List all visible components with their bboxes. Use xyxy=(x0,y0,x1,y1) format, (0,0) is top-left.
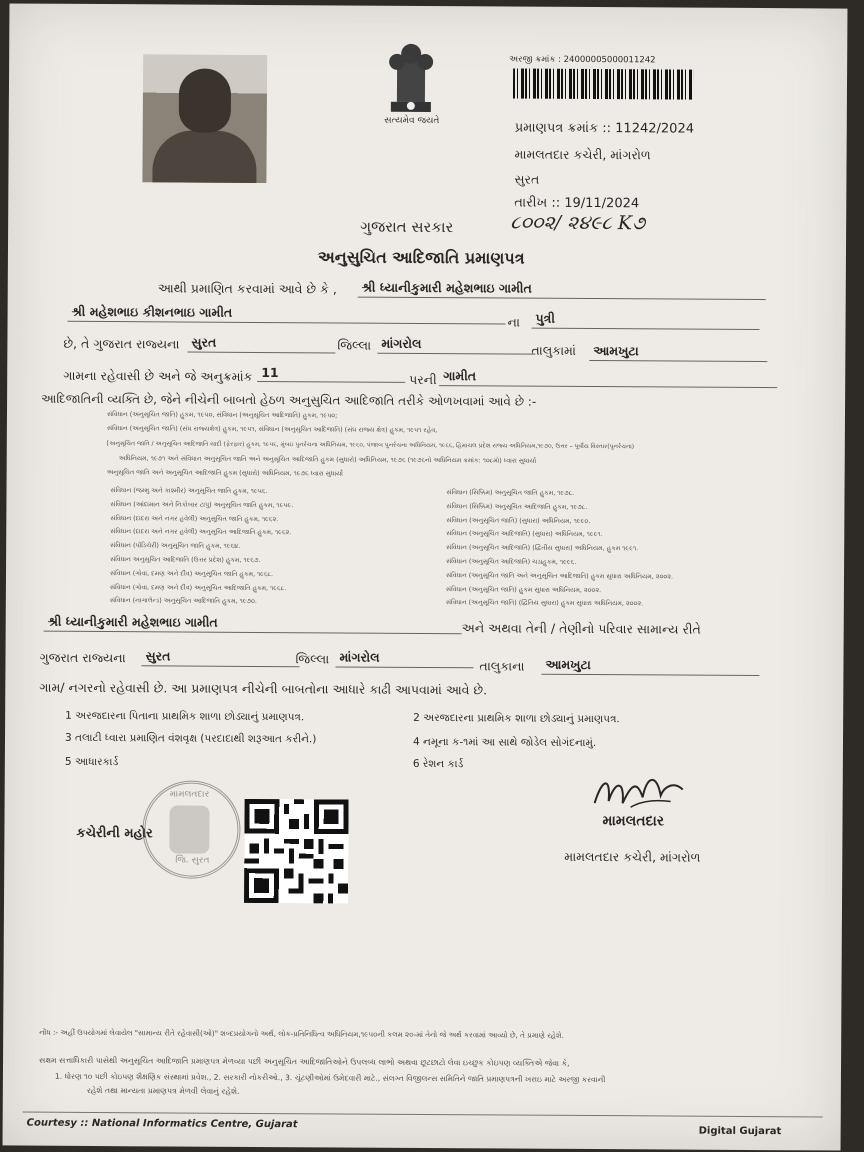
note-1: નોંધ :- અહીં ઉપયોગમાં લેવાયેલ "સામાન્ય રીતે રહેવાસી(ઓ)" શબ્દપ્રયોગનો અર્થ, લોક-પ્રતિનિધિત્વ અધિનિયમ,૧૯૫૦ની કલમ ૨૦-માં તેનો જે અર્થ કરવામાં આવ્યો છે, તે પ્રમાણે રહેશે. xyxy=(39,1027,564,1040)
note-4: રહેશે તથા માન્યતા પ્રમાણપત્ર મેળવી લેવાનું રહેશે. xyxy=(86,1085,240,1096)
village-value-2: આમખુટા xyxy=(541,657,759,676)
order-right-item: સંવિધાન (અનુસૂચિત આદિજાતિ) ચડાહુકમ, ૧૯૯૬. xyxy=(446,557,577,566)
order-left-item: સંવિધાન (આંદામાન અને નિકોબાર ટાપુ) અનુસૂચિત જાતિ હુકમ, ૧૯૫૯. xyxy=(110,499,294,509)
order-right-item: સંવિધાન (અનુસૂચિત જાતિ) હુકમ સુધારા અધિનિયમ, ૨૦૦૨. xyxy=(445,584,602,594)
certificate-number: પ્રમાણપત્ર ક્રમાંક :: 11242/2024 xyxy=(514,120,695,137)
taluka-label-2: તાલુકાના xyxy=(479,658,525,674)
document-item: 4 નમૂના ક-૧માં આ સાથે જોડેલ સોગંદનામું. xyxy=(412,735,597,750)
document-item: 1 અરજદારના પિતાના પ્રાથમિક શાળા છોડ્યાનું પ્રમાણપત્ર. xyxy=(65,709,305,724)
district-value: સુરત xyxy=(187,335,335,354)
of-caste-text: પરની xyxy=(409,371,437,388)
resident-text: ગામના રહેવાસી છે અને જે અનુક્રમાંક xyxy=(63,367,253,384)
district-label: જિલ્લા xyxy=(337,337,372,353)
applicant-photo xyxy=(142,54,267,183)
orders-right-list xyxy=(446,486,674,612)
order-left-item: સંવિધાન (નાગાલેન્ડ) અનુસૂચિત આદિજાતિ હુકમ, ૧૯૭૦. xyxy=(109,596,257,606)
issuing-office: મામલતદાર કચેરી, માંગરોળ xyxy=(514,146,651,163)
certify-text: આથી પ્રમાણિત કરવામાં આવે છે કે , xyxy=(157,280,337,297)
document-item: 6 રેશન કાર્ડ xyxy=(412,757,464,771)
government-title: ગુજરાત સરકાર xyxy=(360,217,454,237)
footer-divider xyxy=(23,1112,823,1118)
taluka-value: માંગરોલ xyxy=(377,336,535,355)
order-right-item: સંવિધાન (અનુસૂચિત જાતિ) (દ્વિતિય સુધારા) હુકમ સુધારા અધિનિયમ, ૨૦૦૨. xyxy=(445,598,644,608)
of-text: ના xyxy=(507,314,520,330)
order-top-4: અધિનિયમ, ૧૯૭૧ અને સંવિધાન અનુસૂચિત જાતિ અને અનુસૂચિત આદિજાતિ હુકમ (સુધારો) અધિનિયમ, ૧૯૭૬ (૧૯૭૬નો અધિનિયમ ક્રમાંક: ૧૦૮મો) ધ્વારા સુધાર્યા xyxy=(118,454,537,465)
family-text: અને અથવા તેની / તેણીનો પરિવાર સામાન્ય રીતે xyxy=(461,620,701,637)
state-text: છે, તે ગુજરાત રાજ્યના xyxy=(63,335,180,352)
order-left-item: સંવિધાન (દાદરા અને નગર હવેલી) અનુસૂચિત આદિજાતિ હુકમ, ૧૯૬૨. xyxy=(110,527,292,537)
issue-date: તારીખ :: 19/11/2024 xyxy=(514,195,640,212)
emblem-motto: સત્યમેવ જયતે xyxy=(384,115,440,127)
order-right-item: સંવિધાન (અનુસૂચિત આદિજાતિ) (દ્વિતીય સુધારા) અધિનિયમ, હુકમ ૧૯૯૧. xyxy=(446,543,639,553)
office-stamp xyxy=(142,780,241,879)
qr-code xyxy=(244,799,349,904)
stamp-bottom-text: જિ. સુરત xyxy=(175,855,210,866)
note-3: 1. ધોરણ ૧૦ પછી કોઇપણ શૈક્ષણિક સંસ્થામાં પ્રવેશ., 2. સરકારી નોકરીઓ., 3. ચૂંટણીઓમાં ઉમેદવારી માટે., સંલગ્ન વિજીલન્સ સમિતિને જાતિ પ્રમાણપત્રની ખરાઇ માટે અરજી કરવાની xyxy=(54,1071,606,1085)
taluka-value-2: માંગરોલ xyxy=(335,649,473,668)
orders-left-list xyxy=(110,484,294,609)
order-right-item: સંવિધાન (અનુસૂચિત જાતિ) (સુધારા) અધિનિયમ, ૧૯૯૦. xyxy=(446,515,591,525)
order-right-item: સંવિધાન (સિક્કિમ) અનુસૂચિત જાતિ હુકમ, ૧૯૭૮. xyxy=(446,488,575,497)
tribe-text: આદિજાતિની વ્યક્તિ છે, જેને નીચેની બાબતો હેઠળ અનુસુચિત આદિજાતિ તરીકે ઓળખવામાં આવે છે :- xyxy=(41,391,537,409)
footer-digital-gujarat: Digital Gujarat xyxy=(698,1125,782,1138)
holder-name-2: શ્રી ધ્યાનીકુમારી મહેશભાઇ ગામીત xyxy=(44,614,462,635)
order-left-item: સંવિધાન અનુસૂચિત આદિજાતિ (ઉત્તર પ્રદેશ) હુકમ, ૧૯૬૭. xyxy=(110,555,261,564)
order-left-item: સંવિધાન (દાદરા અને નગર હવેલી) અનુસૂચિત જાતિ હુકમ, ૧૯૬૨. xyxy=(110,513,279,523)
order-top-5: અનુસૂચિત જાતિ અને અનુસૂચિત આદિજાતિ હુકમ (સુધારો) અધિનિયમ, ૧૯૭૬ ધ્વારા સુધાર્યો xyxy=(106,468,343,478)
document-item: 3 તલાટી ધ્વારા પ્રમાણિત વંશવૃક્ષ (પરદાદાથી શરૂઆત કરીને.) xyxy=(64,731,317,746)
order-right-item: સંવિધાન (અનુસૂચિત આદિજાતિ) (સુધારા) અધિનિયમ, ૧૯૯૧. xyxy=(446,529,603,539)
document-item: 2 અરજદારના પ્રાથમિક શાળા છોડ્યાનું પ્રમાણપત્ર. xyxy=(413,711,620,726)
certificate-title: અનુસુચિત આદિજાતિ પ્રમાણપત્ર xyxy=(317,247,525,268)
application-number: અરજી ક્રમાંક : 24000005000011242 xyxy=(509,54,656,66)
district-label-2: જિલ્લા xyxy=(295,651,330,667)
order-right-item: સંવિધાન (સિક્કિમ) અનુસૂચિત આદિજાતિ હુકમ, ૧૯૭૮. xyxy=(446,501,588,511)
certificate-paper xyxy=(3,3,848,1150)
stamp-text: મામલતદાર xyxy=(169,789,210,800)
serial-value: 11 xyxy=(257,365,405,383)
order-top-2: સંવિધાન (અનુસૂચિત જાતિ) (સંઘ રાજ્યક્ષેત્ર) હુકમ, ૧૯૫૧, સંવિધાન (અનુસૂચિત આદિજાતિ) (સંઘ રાજ્ય ક્ષેત્ર) હુકમ, ૧૯૫૧ રહેવ, xyxy=(106,424,438,435)
relation: પુત્રી xyxy=(532,311,760,330)
note-2: સક્ષમ સત્તાધિકારી પાસેથી અનુસૂચિત આદિજાતિ પ્રમાણપત્ર મેળવ્યા પછી અનુસૂચિત આદિજાતિઓને ઉપલબ્ધ લાભો અથવા છૂટછાટો લેવા ઇચ્છુક કોઇપણ વ્યક્તિએ જેવા કે, xyxy=(39,1055,570,1068)
footer-courtesy: Courtesy :: National Informatics Centre, Gujarat xyxy=(26,1117,298,1131)
order-left-item: સંવિધાન (ગોવા, દમણ અને દીવ) અનુસૂચિત જાતિ હુકમ, ૧૯૬૮. xyxy=(109,568,274,578)
taluka-label: તાલુકામાં xyxy=(531,342,577,358)
village-value: આમખુટા xyxy=(589,343,767,362)
issuing-district: સુરત xyxy=(514,171,540,187)
order-left-item: સંવિધાન (ગોવા, દમણ અને દીવ) અનુસૂચિત આદિજાતિ હુકમ, ૧૯૬૮. xyxy=(109,582,287,592)
district-value-2: સુરત xyxy=(141,648,299,667)
order-left-item: સંવિધાન (જમ્મુ અને કાશ્મીર) અનુસૂચિત જાતિ હુકમ, ૧૯૫૬. xyxy=(110,486,268,496)
national-emblem-icon xyxy=(377,40,445,120)
signatory-office: મામલતદાર કચેરી, માંગરોળ xyxy=(564,848,701,865)
order-left-item: સંવિધાન (પોંડિચેરી) અનુસૂચિત જાતિ હુકમ, ૧૯૬૪. xyxy=(110,541,241,551)
father-name: શ્રી મહેશભાઇ કીશનભાઇ ગામીત xyxy=(68,304,506,325)
handwritten-signature xyxy=(591,767,687,818)
state-text-2: ગુજરાત રાજ્યના xyxy=(39,649,126,666)
document-item: 5 આધારકાર્ડ xyxy=(64,755,119,769)
order-top-1: સંવિધાન (અનુસૂચિત જાતિ) હુકમ, ૧૯૫૦, સંવિધાન (અનુસૂચિત આદિજાતિ) હુકમ, ૧૯૫૦; xyxy=(106,410,338,420)
order-right-item: સંવિધાન (અનુસૂચિત જાતિ અને અનુસૂચિત આદિજાતિ) હુકમ સુધારા અધિનિયમ, ૨૦૦૨. xyxy=(445,570,674,581)
office-seal-label: કચેરીની મહોર xyxy=(76,825,153,842)
barcode xyxy=(513,69,693,100)
resident-text-2: ગામ/ નગરનો રહેવાસી છે. આ પ્રમાણપત્ર નીચેની બાબતોના આધારે કાઢી આપવામાં આવે છે. xyxy=(39,679,488,698)
signatory-designation: મામલતદાર xyxy=(602,813,665,830)
caste-value: ગામીત xyxy=(439,368,777,388)
order-top-3: [અનુસૂચિત જાતિ / અનુસૂચિત આદિજાતિ યાદી (ફેરફાર) હુકમ, ૧૯૫૬, મુંબઇ પુનર્રચના અધિનિયમ, ૧૯૬૦, પંજાબ પુનર્રચના અધિનિયમ, ૧૯૬૬, હિમાચલ પ્રદેશ રાજ્ય અધિનિયમ,૧૯૭૦, ઉત્તર – પૂર્વીય વિસ્તાર(પુનર્રચના) xyxy=(106,440,635,451)
handwritten-note: ૮૦૦૨/ ૨૪૯૮ K૭ xyxy=(510,211,646,235)
holder-name: શ્રી ધ્યાનીકુમારી મહેશભાઇ ગામીત xyxy=(358,280,766,300)
